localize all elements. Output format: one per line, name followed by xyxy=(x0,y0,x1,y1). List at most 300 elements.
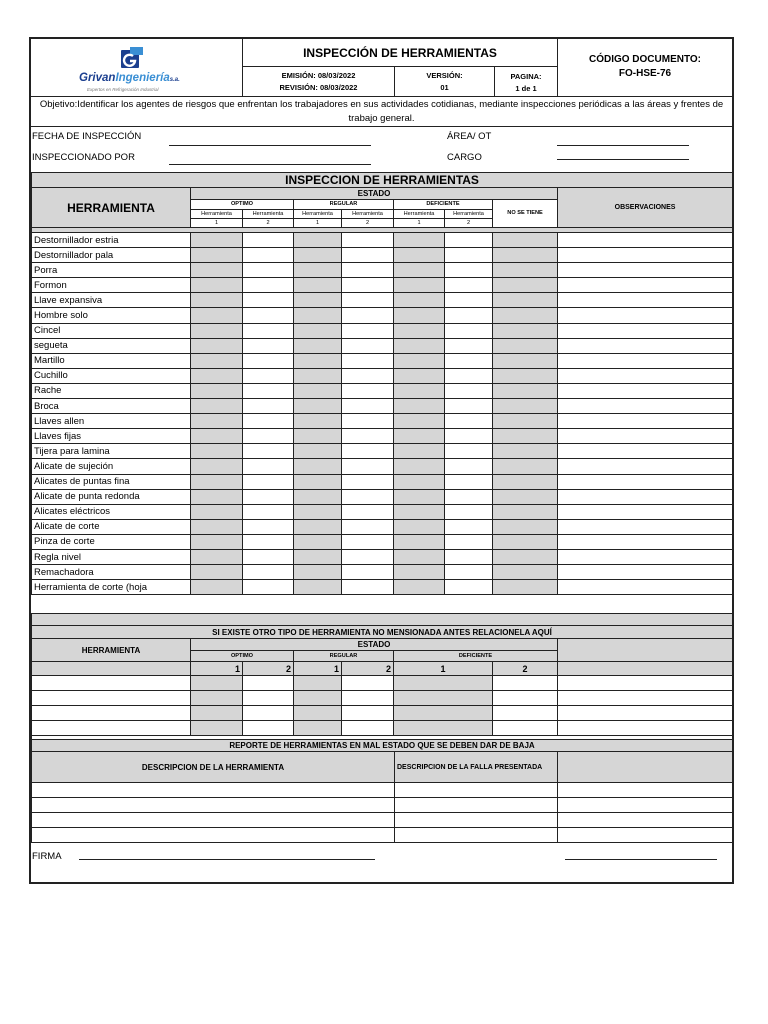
tool-name: Llaves fijas xyxy=(32,429,191,444)
observaciones-cell[interactable] xyxy=(558,549,733,564)
deficiente-1-cell[interactable] xyxy=(394,429,445,444)
observaciones-cell[interactable] xyxy=(558,263,733,278)
tool-name: Llave expansiva xyxy=(32,293,191,308)
observaciones-cell[interactable] xyxy=(558,429,733,444)
report-row xyxy=(32,783,733,798)
regular-2-cell[interactable] xyxy=(342,444,394,459)
tool-name: Formon xyxy=(32,278,191,293)
observaciones-cell[interactable] xyxy=(558,338,733,353)
optimo-1-cell[interactable] xyxy=(191,263,243,278)
optimo-2-cell[interactable] xyxy=(243,565,294,580)
inspeccionado-label: INSPECCIONADO POR xyxy=(32,152,135,163)
tool-name: Alicates eléctricos xyxy=(32,504,191,519)
observaciones-cell[interactable] xyxy=(558,399,733,414)
regular-2-cell[interactable] xyxy=(342,549,394,564)
other-tool-cell[interactable] xyxy=(493,676,558,691)
optimo-2-cell[interactable] xyxy=(243,489,294,504)
optimo-1-cell[interactable] xyxy=(191,308,243,323)
deficiente-1-cell[interactable] xyxy=(394,353,445,368)
regular-2-cell[interactable] xyxy=(342,323,394,338)
deficiente-2-cell[interactable] xyxy=(445,263,493,278)
tool-name: Broca xyxy=(32,399,191,414)
regular-1-cell[interactable] xyxy=(294,534,342,549)
tools-inspection-table xyxy=(31,172,733,595)
no-se-tiene-cell[interactable] xyxy=(493,549,558,564)
report-falla-header: DESCRIPCION DE LA FALLA PRESENTADA xyxy=(395,752,558,783)
no-se-tiene-cell[interactable] xyxy=(493,248,558,263)
regular-1-cell[interactable] xyxy=(294,549,342,564)
report-desc-cell[interactable] xyxy=(32,813,395,828)
firma-secondary-field[interactable] xyxy=(565,859,717,860)
other-tool-cell[interactable] xyxy=(394,706,493,721)
optimo-1-cell[interactable] xyxy=(191,368,243,383)
page-value: 1 de 1 xyxy=(515,84,537,93)
regular-1-cell[interactable] xyxy=(294,429,342,444)
report-desc-cell[interactable] xyxy=(32,828,395,843)
deficiente-2-cell[interactable] xyxy=(445,580,493,595)
deficiente-1-cell[interactable] xyxy=(394,549,445,564)
optimo-2-cell[interactable] xyxy=(243,338,294,353)
other-estado-header: ESTADO xyxy=(191,639,558,651)
deficiente-2-cell[interactable] xyxy=(445,353,493,368)
other-tool-cell[interactable] xyxy=(294,706,342,721)
no-se-tiene-cell[interactable] xyxy=(493,504,558,519)
observaciones-cell[interactable] xyxy=(558,323,733,338)
firma-field[interactable] xyxy=(79,859,375,860)
deficiente-1-cell[interactable] xyxy=(394,248,445,263)
optimo-2-cell[interactable] xyxy=(243,368,294,383)
deficiente-2-cell[interactable] xyxy=(445,414,493,429)
other-tool-cell[interactable] xyxy=(394,691,493,706)
no-se-tiene-cell[interactable] xyxy=(493,534,558,549)
regular-2-cell[interactable] xyxy=(342,534,394,549)
deficiente-2-cell[interactable] xyxy=(445,474,493,489)
no-se-tiene-cell[interactable] xyxy=(493,368,558,383)
deficiente-2-cell[interactable] xyxy=(445,399,493,414)
optimo-2-cell[interactable] xyxy=(243,534,294,549)
no-se-tiene-cell[interactable] xyxy=(493,474,558,489)
deficiente-2-cell[interactable] xyxy=(445,489,493,504)
sub-herramienta-number: 2 xyxy=(243,219,294,228)
tool-name: Llaves allen xyxy=(32,414,191,429)
deficiente-2-cell[interactable] xyxy=(445,444,493,459)
regular-2-cell[interactable] xyxy=(342,293,394,308)
regular-1-cell[interactable] xyxy=(294,399,342,414)
deficiente-1-cell[interactable] xyxy=(394,278,445,293)
deficiente-2: 2 xyxy=(493,662,558,676)
other-tool-cell[interactable] xyxy=(342,721,394,736)
table-row xyxy=(32,323,733,338)
observaciones-cell[interactable] xyxy=(558,308,733,323)
section-spacer xyxy=(32,614,733,626)
other-tool-row xyxy=(32,721,733,736)
optimo-2-cell[interactable] xyxy=(243,399,294,414)
regular-1-cell[interactable] xyxy=(294,278,342,293)
optimo-1-cell[interactable] xyxy=(191,233,243,248)
deficiente-2-cell[interactable] xyxy=(445,233,493,248)
other-tool-cell[interactable] xyxy=(243,706,294,721)
other-tool-cell[interactable] xyxy=(558,676,733,691)
observaciones-cell[interactable] xyxy=(558,353,733,368)
area-label: ÁREA/ OT xyxy=(447,131,492,142)
other-tool-cell[interactable] xyxy=(394,721,493,736)
other-tool-cell[interactable] xyxy=(294,691,342,706)
other-tool-cell[interactable] xyxy=(394,676,493,691)
optimo-2-cell[interactable] xyxy=(243,383,294,398)
deficiente-2-cell[interactable] xyxy=(445,504,493,519)
regular-1-cell[interactable] xyxy=(294,308,342,323)
deficiente-2-cell[interactable] xyxy=(445,429,493,444)
deficiente-1-cell[interactable] xyxy=(394,459,445,474)
other-tool-cell[interactable] xyxy=(294,676,342,691)
no-se-tiene-cell[interactable] xyxy=(493,459,558,474)
table-row xyxy=(32,368,733,383)
regular-2-cell[interactable] xyxy=(342,474,394,489)
regular-2: 2 xyxy=(342,662,394,676)
other-tool-cell[interactable] xyxy=(558,706,733,721)
other-tool-cell[interactable] xyxy=(294,721,342,736)
no-se-tiene-cell[interactable] xyxy=(493,353,558,368)
regular-2-cell[interactable] xyxy=(342,489,394,504)
regular-1-cell[interactable] xyxy=(294,248,342,263)
optimo-2-cell[interactable] xyxy=(243,353,294,368)
other-tool-cell[interactable] xyxy=(558,691,733,706)
regular-2-cell[interactable] xyxy=(342,459,394,474)
no-se-tiene-cell[interactable] xyxy=(493,293,558,308)
inspection-form xyxy=(29,37,734,884)
table-row xyxy=(32,565,733,580)
no-se-tiene-cell[interactable] xyxy=(493,278,558,293)
regular-2-cell[interactable] xyxy=(342,338,394,353)
optimo-1-cell[interactable] xyxy=(191,429,243,444)
observaciones-cell[interactable] xyxy=(558,489,733,504)
tool-name: Tijera para lamina xyxy=(32,444,191,459)
deficiente-2-cell[interactable] xyxy=(445,519,493,534)
sub-herramienta-label: Herramienta xyxy=(342,210,394,219)
regular-1-cell[interactable] xyxy=(294,293,342,308)
regular-2-cell[interactable] xyxy=(342,580,394,595)
report-falla-cell[interactable] xyxy=(395,798,558,813)
deficiente-1-cell[interactable] xyxy=(394,308,445,323)
other-tool-name-cell[interactable] xyxy=(32,721,191,736)
report-falla-cell[interactable] xyxy=(395,828,558,843)
no-se-tiene-cell[interactable] xyxy=(493,399,558,414)
other-tool-cell[interactable] xyxy=(243,691,294,706)
optimo-2-cell[interactable] xyxy=(243,293,294,308)
observaciones-cell[interactable] xyxy=(558,534,733,549)
regular-1-cell[interactable] xyxy=(294,263,342,278)
table-row xyxy=(32,353,733,368)
no-se-tiene-cell[interactable] xyxy=(493,263,558,278)
deficiente-1-cell[interactable] xyxy=(394,444,445,459)
deficiente-1-cell[interactable] xyxy=(394,383,445,398)
deficiente-1-cell[interactable] xyxy=(394,504,445,519)
optimo-1-cell[interactable] xyxy=(191,338,243,353)
no-se-tiene-cell[interactable] xyxy=(493,489,558,504)
regular-2-cell[interactable] xyxy=(342,383,394,398)
regular-2-cell[interactable] xyxy=(342,278,394,293)
optimo-2-cell[interactable] xyxy=(243,459,294,474)
no-se-tiene-cell[interactable] xyxy=(493,444,558,459)
observaciones-cell[interactable] xyxy=(558,504,733,519)
table-row xyxy=(32,474,733,489)
other-tool-name-cell[interactable] xyxy=(32,691,191,706)
optimo-2-cell[interactable] xyxy=(243,263,294,278)
regular-1-cell[interactable] xyxy=(294,519,342,534)
optimo-2-cell[interactable] xyxy=(243,549,294,564)
sub-herramienta-label: Herramienta xyxy=(445,210,493,219)
observaciones-cell[interactable] xyxy=(558,293,733,308)
deficiente-1-cell[interactable] xyxy=(394,338,445,353)
optimo-1-cell[interactable] xyxy=(191,353,243,368)
regular-1-cell[interactable] xyxy=(294,414,342,429)
tool-name: Rache xyxy=(32,383,191,398)
regular-2-cell[interactable] xyxy=(342,565,394,580)
regular-1-cell[interactable] xyxy=(294,338,342,353)
report-extra-cell[interactable] xyxy=(558,828,733,843)
deficiente-2-cell[interactable] xyxy=(445,565,493,580)
optimo-1-cell[interactable] xyxy=(191,474,243,489)
regular-1-cell[interactable] xyxy=(294,459,342,474)
deficiente-1-cell[interactable] xyxy=(394,293,445,308)
no-se-tiene-cell[interactable] xyxy=(493,580,558,595)
optimo-2-cell[interactable] xyxy=(243,308,294,323)
no-se-tiene-cell[interactable] xyxy=(493,308,558,323)
other-tool-cell[interactable] xyxy=(342,676,394,691)
no-se-tiene-cell[interactable] xyxy=(493,383,558,398)
no-se-tiene-cell[interactable] xyxy=(493,565,558,580)
tool-name: Porra xyxy=(32,263,191,278)
regular-2-cell[interactable] xyxy=(342,308,394,323)
regular-1-cell[interactable] xyxy=(294,580,342,595)
regular-2-cell[interactable] xyxy=(342,353,394,368)
table-row xyxy=(32,549,733,564)
report-falla-cell[interactable] xyxy=(395,783,558,798)
other-tool-cell[interactable] xyxy=(191,691,243,706)
no-se-tiene-cell[interactable] xyxy=(493,429,558,444)
other-tool-name-cell[interactable] xyxy=(32,706,191,721)
deficiente-1-cell[interactable] xyxy=(394,474,445,489)
regular-1-cell[interactable] xyxy=(294,489,342,504)
report-extra-cell[interactable] xyxy=(558,783,733,798)
deficiente-1-cell[interactable] xyxy=(394,368,445,383)
deficiente-2-cell[interactable] xyxy=(445,323,493,338)
form-title: INSPECCIÓN DE HERRAMIENTAS xyxy=(243,39,558,67)
regular-2-cell[interactable] xyxy=(342,504,394,519)
fecha-field[interactable] xyxy=(169,145,371,146)
optimo-1-cell[interactable] xyxy=(191,323,243,338)
regular-2-cell[interactable] xyxy=(342,399,394,414)
other-number-row xyxy=(32,662,733,676)
other-tool-cell[interactable] xyxy=(342,706,394,721)
regular-2-cell[interactable] xyxy=(342,519,394,534)
other-tool-cell[interactable] xyxy=(342,691,394,706)
optimo-2-cell[interactable] xyxy=(243,414,294,429)
report-desc-cell[interactable] xyxy=(32,798,395,813)
observaciones-cell[interactable] xyxy=(558,474,733,489)
deficiente-2-cell[interactable] xyxy=(445,308,493,323)
deficiente-2-cell[interactable] xyxy=(445,534,493,549)
regular-1-cell[interactable] xyxy=(294,504,342,519)
other-tool-cell[interactable] xyxy=(243,676,294,691)
optimo-1-cell[interactable] xyxy=(191,444,243,459)
optimo-2-cell[interactable] xyxy=(243,278,294,293)
report-falla-cell[interactable] xyxy=(395,813,558,828)
area-field[interactable] xyxy=(557,145,689,146)
observaciones-cell[interactable] xyxy=(558,248,733,263)
other-tools-table xyxy=(31,613,733,748)
cargo-field[interactable] xyxy=(557,159,689,160)
regular-1-cell[interactable] xyxy=(294,444,342,459)
no-se-tiene-cell[interactable] xyxy=(493,519,558,534)
regular-1-cell[interactable] xyxy=(294,353,342,368)
table-row xyxy=(32,338,733,353)
deficiente-2-cell[interactable] xyxy=(445,383,493,398)
deficiente-header: DEFICIENTE xyxy=(394,200,493,210)
report-extra-cell[interactable] xyxy=(558,798,733,813)
tool-name: Cuchillo xyxy=(32,368,191,383)
deficiente-2-cell[interactable] xyxy=(445,293,493,308)
no-se-tiene-cell[interactable] xyxy=(493,414,558,429)
observaciones-cell[interactable] xyxy=(558,368,733,383)
optimo-1-cell[interactable] xyxy=(191,565,243,580)
deficiente-1-cell[interactable] xyxy=(394,263,445,278)
regular-2-cell[interactable] xyxy=(342,414,394,429)
observaciones-cell[interactable] xyxy=(558,459,733,474)
optimo-1-cell[interactable] xyxy=(191,414,243,429)
tool-name: Alicates de puntas fina xyxy=(32,474,191,489)
regular-1-cell[interactable] xyxy=(294,565,342,580)
logo-tagline: Expertos en Refrigeración Industrial xyxy=(87,87,159,92)
tool-name: Alicate de corte xyxy=(32,519,191,534)
deficiente-2-cell[interactable] xyxy=(445,549,493,564)
other-tool-cell[interactable] xyxy=(493,706,558,721)
observaciones-cell[interactable] xyxy=(558,233,733,248)
optimo-1-cell[interactable] xyxy=(191,248,243,263)
company-logo xyxy=(31,39,243,97)
observaciones-cell[interactable] xyxy=(558,383,733,398)
report-row xyxy=(32,828,733,843)
regular-2-cell[interactable] xyxy=(342,233,394,248)
version-value: 01 xyxy=(440,83,449,92)
other-tool-cell[interactable] xyxy=(493,691,558,706)
other-tool-cell[interactable] xyxy=(191,721,243,736)
fecha-label: FECHA DE INSPECCIÓN xyxy=(32,131,142,142)
regular-1-cell[interactable] xyxy=(294,323,342,338)
deficiente-2-cell[interactable] xyxy=(445,459,493,474)
other-tool-cell[interactable] xyxy=(243,721,294,736)
deficiente-1-cell[interactable] xyxy=(394,233,445,248)
revision-date: REVISIÓN: 08/03/2022 xyxy=(279,83,358,92)
deficiente-1-cell[interactable] xyxy=(394,519,445,534)
no-se-tiene-cell[interactable] xyxy=(493,233,558,248)
deficiente-2-cell[interactable] xyxy=(445,248,493,263)
optimo-1-cell[interactable] xyxy=(191,519,243,534)
sub-herramienta-label: Herramienta xyxy=(191,210,243,219)
optimo-1-cell[interactable] xyxy=(191,534,243,549)
sub-herramienta-label: Herramienta xyxy=(394,210,445,219)
regular-2-cell[interactable] xyxy=(342,248,394,263)
regular-2-cell[interactable] xyxy=(342,263,394,278)
optimo-1-cell[interactable] xyxy=(191,549,243,564)
no-se-tiene-cell[interactable] xyxy=(493,338,558,353)
report-desc-cell[interactable] xyxy=(32,783,395,798)
other-tool-name-cell[interactable] xyxy=(32,676,191,691)
deficiente-2-cell[interactable] xyxy=(445,338,493,353)
optimo-2-cell[interactable] xyxy=(243,504,294,519)
observaciones-cell[interactable] xyxy=(558,278,733,293)
regular-2-cell[interactable] xyxy=(342,368,394,383)
table-row xyxy=(32,414,733,429)
optimo-1-cell[interactable] xyxy=(191,580,243,595)
regular-1-cell[interactable] xyxy=(294,474,342,489)
optimo-2-cell[interactable] xyxy=(243,444,294,459)
optimo-1-cell[interactable] xyxy=(191,293,243,308)
page-cell xyxy=(495,67,558,97)
regular-2-cell[interactable] xyxy=(342,429,394,444)
observaciones-cell[interactable] xyxy=(558,519,733,534)
observaciones-cell[interactable] xyxy=(558,565,733,580)
regular-1-cell[interactable] xyxy=(294,383,342,398)
other-tool-cell[interactable] xyxy=(493,721,558,736)
optimo-1-cell[interactable] xyxy=(191,399,243,414)
no-se-tiene-cell[interactable] xyxy=(493,323,558,338)
optimo-1-cell[interactable] xyxy=(191,383,243,398)
optimo-2-cell[interactable] xyxy=(243,429,294,444)
observaciones-cell[interactable] xyxy=(558,414,733,429)
version-label: VERSIÓN: xyxy=(426,71,463,80)
report-extra-cell[interactable] xyxy=(558,813,733,828)
logo-wordmark: GrivanIngenierías.a. xyxy=(79,72,180,84)
report-desc-header: DESCRIPCION DE LA HERRAMIENTA xyxy=(32,752,395,783)
other-optimo-header: OPTIMO xyxy=(191,651,294,662)
deficiente-2-cell[interactable] xyxy=(445,368,493,383)
deficiente-1-cell[interactable] xyxy=(394,580,445,595)
deficiente-1-cell[interactable] xyxy=(394,489,445,504)
optimo-2-cell[interactable] xyxy=(243,233,294,248)
inspeccionado-field[interactable] xyxy=(169,164,371,165)
page-label: PAGINA: xyxy=(510,72,542,81)
other-tool-cell[interactable] xyxy=(558,721,733,736)
optimo-2-cell[interactable] xyxy=(243,519,294,534)
observaciones-cell[interactable] xyxy=(558,580,733,595)
deficiente-2-cell[interactable] xyxy=(445,278,493,293)
deficiente-1-cell[interactable] xyxy=(394,414,445,429)
optimo-1-cell[interactable] xyxy=(191,489,243,504)
deficiente-1-cell[interactable] xyxy=(394,534,445,549)
table-row xyxy=(32,580,733,595)
optimo-1-cell[interactable] xyxy=(191,278,243,293)
herramienta-header: HERRAMIENTA xyxy=(32,188,191,228)
tool-name: Cincel xyxy=(32,323,191,338)
optimo-2-cell[interactable] xyxy=(243,580,294,595)
deficiente-1-cell[interactable] xyxy=(394,323,445,338)
regular-1-cell[interactable] xyxy=(294,368,342,383)
optimo-2-cell[interactable] xyxy=(243,323,294,338)
other-tool-cell[interactable] xyxy=(191,676,243,691)
optimo-1-cell[interactable] xyxy=(191,459,243,474)
sub-herramienta-number: 1 xyxy=(394,219,445,228)
deficiente-1-cell[interactable] xyxy=(394,565,445,580)
regular-1-cell[interactable] xyxy=(294,233,342,248)
deficiente-1-cell[interactable] xyxy=(394,399,445,414)
optimo-1-cell[interactable] xyxy=(191,504,243,519)
other-tool-cell[interactable] xyxy=(191,706,243,721)
optimo-2-cell[interactable] xyxy=(243,248,294,263)
other-regular-header: REGULAR xyxy=(294,651,394,662)
observaciones-cell[interactable] xyxy=(558,444,733,459)
optimo-2-cell[interactable] xyxy=(243,474,294,489)
